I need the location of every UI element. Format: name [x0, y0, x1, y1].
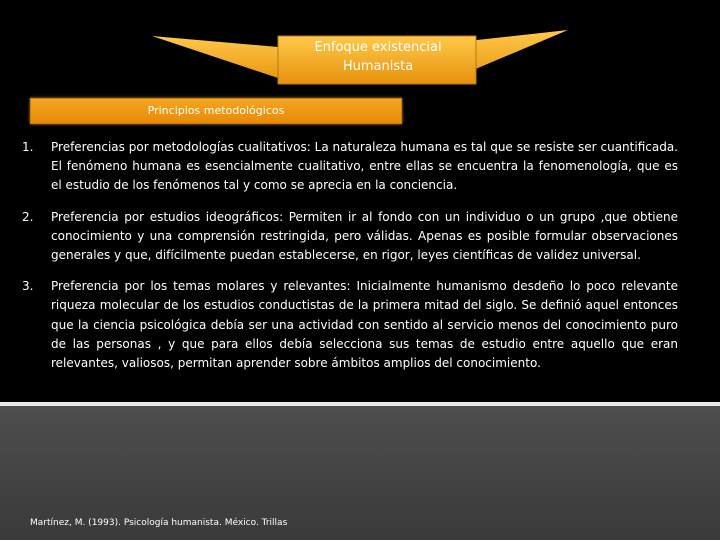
subheading-box: [30, 98, 402, 124]
subheading: Principios metodológicos: [147, 104, 285, 117]
list-item: [22, 138, 678, 196]
item-number: 3.: [22, 279, 34, 294]
item-text: Preferencia por los temas molares y relevantes: Inicialmente humanismo desdeño lo poco relevante riqueza molecular de los estudios conductistas de la primera mitad del siglo. Se definió aquel entonces que la ciencia psicológica debía ser una actividad con sentido al servicio menos del conocimiento puro de las personas , y que para ellos debía selecciona sus temas de estudio entre aquello que eran relevantes, valiosos, permitan aprender sobre ámbitos amplios del conocimiento.: [51, 279, 678, 371]
principles-list: [22, 138, 678, 385]
list-item: [22, 277, 678, 373]
divider-line: [0, 402, 720, 406]
item-text: Preferencias por metodologías cualitativos: La naturaleza humana es tal que se resiste ser cuantificada. El fenómeno humana es esencialmente cualitativo, entre ellas se encuentra la fenomenología, que es el estudio de los fenómenos tal y como se aprecia en la conciencia.: [51, 140, 678, 193]
citation-footer: Martínez, M. (1993). Psicología humanista. México. Trillas: [30, 518, 288, 528]
title-line-2: Humanista: [342, 59, 414, 74]
item-number: 2.: [22, 209, 34, 224]
item-number: 1.: [22, 140, 34, 154]
item-text: Preferencia por estudios ideográficos: Permiten ir al fondo con un individuo o un grupo ,que obtiene conocimiento y una comprensión restringida, pero válidas. Apenas es posible formular observaciones generales y que, difícilmente puedan establecerse, en rigor, leyes científicas de validez universal.: [51, 209, 678, 263]
list-item: [22, 208, 678, 266]
page-title: [280, 38, 476, 82]
title-line-1: Enfoque existencial: [314, 40, 442, 55]
